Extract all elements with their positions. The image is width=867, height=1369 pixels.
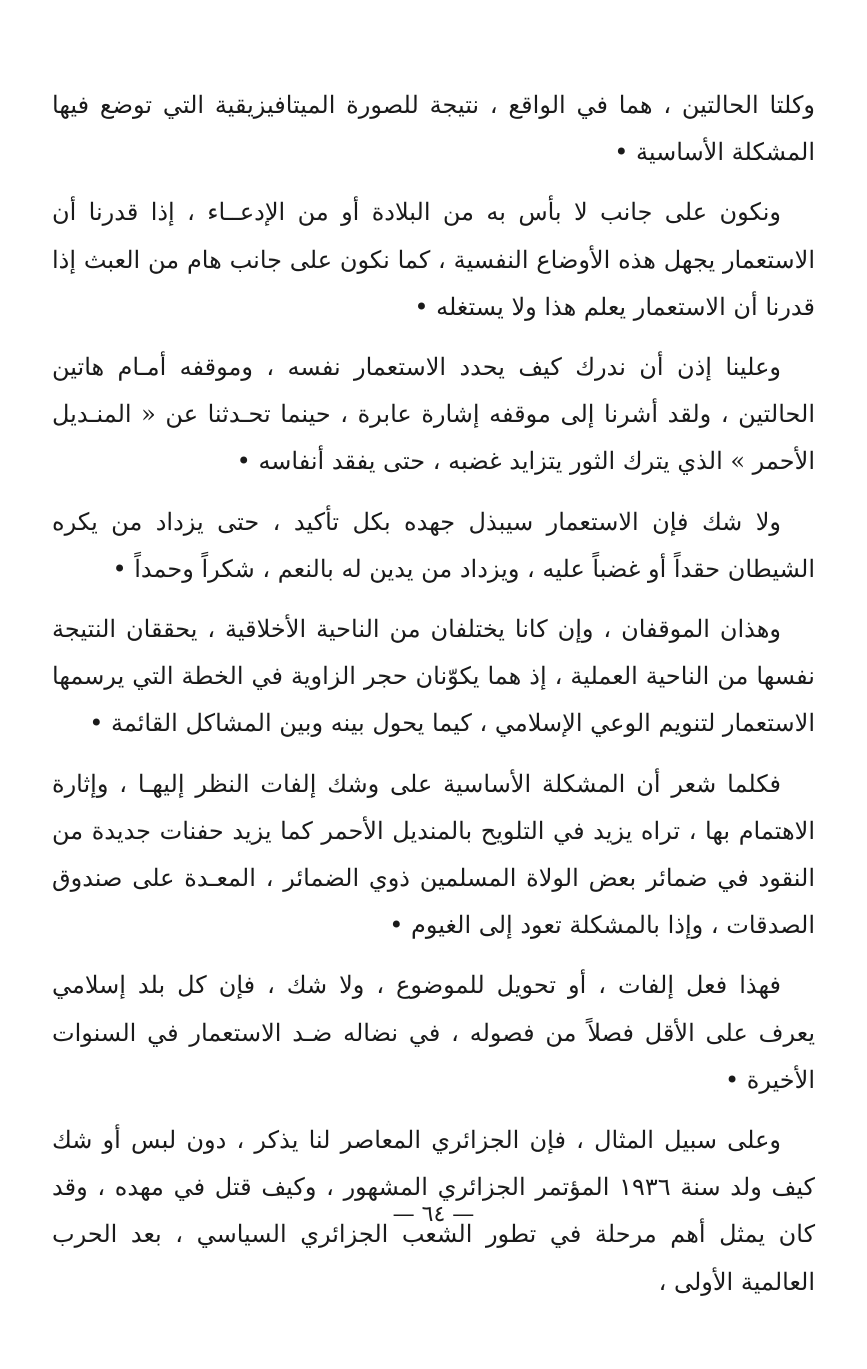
body-text — [52, 82, 815, 1319]
paragraph-7: فهذا فعل إلفات ، أو تحويل للموضوع ، ولا شك ، فإن كل بلد إسلامي يعرف على الأقل فصلاً من فصوله ، في نضاله ضـد الاستعمار في السنوات الأخيرة • — [52, 971, 815, 1094]
paragraph-8: وعلى سبيل المثال ، فإن الجزائري المعاصر لنا يذكر ، دون لبس أو شك كيف ولد سنة ١٩٣٦ المؤتمر الجزائري المشهور ، وكيف قتل في مهده ، وقد كان يمثل أهم مرحلة في تطور الشعب الجزائري السياسي ، بعد الحرب العالمية الأولى ، — [52, 1126, 815, 1296]
paragraph-1: وكلتا الحالتين ، هما في الواقع ، نتيجة للصورة الميتافيزيقية التي توضع فيها المشكلة الأساسية • — [52, 91, 815, 167]
page-number: — ٦٤ — — [392, 1202, 475, 1227]
paragraph-5: وهذان الموقفان ، وإن كانا يختلفان من الناحية الأخلاقية ، يحققان النتيجة نفسها من الناحية العملية ، إذ هما يكوّنان حجر الزاوية في الخطة التي يرسمها الاستعمار لتنويم الوعي الإسلامي ، كيما يحول بينه وبين المشاكل القائمة • — [52, 615, 815, 738]
paragraph-3: وعلينا إذن أن ندرك كيف يحدد الاستعمار نفسه ، وموقفه أمـام هاتين الحالتين ، ولقد أشرنا إلى موقفه إشارة عابرة ، حينما تحـدثنا عن « المنـديل الأحمر » الذي يترك الثور يتزايد غضبه ، حتى يفقد أنفاسه • — [52, 353, 815, 476]
paragraph-2: ونكون على جانب لا بأس به من البلادة أو من الإدعــاء ، إذا قدرنا أن الاستعمار يجهل هذه الأوضاع النفسية ، كما نكون على جانب هام من العبث إذا قدرنا أن الاستعمار يعلم هذا ولا يستغله • — [52, 198, 815, 321]
paragraph-6: فكلما شعر أن المشكلة الأساسية على وشك إلفات النظر إليهـا ، وإثارة الاهتمام بها ، تراه يزيد في التلويح بالمنديل الأحمر كما يزيد حفنات جديدة من النقود في ضمائر بعض الولاة المسلمين ذوي الضمائر ، المعـدة على صندوق الصدقات ، وإذا بالمشكلة تعود إلى الغيوم • — [52, 769, 815, 940]
paragraph-4: ولا شك فإن الاستعمار سيبذل جهده بكل تأكيد ، حتى يزداد من يكره الشيطان حقداً أو غضباً عليه ، ويزداد من يدين له بالنعم ، شكراً وحمداً • — [52, 507, 815, 583]
